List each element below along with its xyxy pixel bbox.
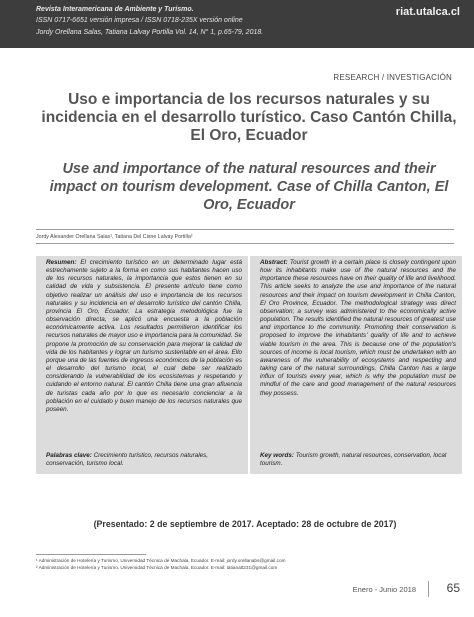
article-citation: Jordy Orellana Salas, Tatiana Lalvay Portilla Vol. 14, N° 1, p.65-79, 2018. (36, 29, 264, 36)
footer-separator (428, 581, 429, 597)
journal-issn: ISSN 0717-6651 versión impresa / ISSN 0718-235X versión online (36, 17, 243, 24)
abstract-label: Abstract: (260, 259, 288, 266)
palabras-clave-label: Palabras clave: (46, 452, 92, 459)
footnote-2: ² Administración de Hotelería y Turismo, Universidad Técnica de Machala, Ecuador. E-mail: tatianatt231@gmail.com (36, 565, 278, 570)
title-english: Use and importance of the natural resources and their impact on tourism development. Case of Chilla Canton, El Oro, Ecuador (49, 161, 449, 213)
keywords-label: Key words: (260, 452, 294, 459)
journal-website: riat.utalca.cl (395, 6, 460, 18)
divider (36, 243, 454, 244)
divider (36, 229, 454, 230)
journal-name: Revista Interamericana de Ambiente y Turismo. (36, 6, 194, 13)
resumen-paragraph (46, 259, 242, 414)
journal-header (0, 0, 474, 48)
authors: Jordy Alexander Orellana Salas¹, Tatiana Del Cisne Lalvay Portilla² (36, 234, 193, 240)
title-spanish: Uso e importancia de los recursos naturales y su incidencia en el desarrollo turístico. Caso Cantón Chilla, El Oro, Ecuador (41, 91, 457, 144)
footnote-1: ¹ Administración de Hotelería y Turismo, Universidad Técnica de Machala, Ecuador. E-mail: jordy.orellanabs@gmail.com (36, 558, 286, 563)
resumen-text: El crecimiento turístico en un determinado lugar está estrechamente sujeto a la forma en como sus habitantes hacen uso de los recursos naturales, la importancia que estos tienen en su calidad de vida y subsistencia. El presente artículo tiene como objetivo realizar un análisis del uso e importancia de los recursos naturales y su incidencia en el desarrollo turístico del cantón Chilla, provincia El Oro, Ecuador. La estrategia metodológica fue la observación directa, se aplicó una encuesta a la población económicamente activa. Los resultados permitieron identificar los recursos naturales de mayor uso e importancia para la comunidad. Se propone la promoción de su conservación para mejorar la calidad de vida de los habitantes y lograr un turismo sustentable en el área. Ello porque una de las fuentes de ingresos económicos de la población es el desarrollo del turismo local, el cual debe ser realizado considerando la vulnerabilidad de los ecosistemas y respetando y cuidando el entorno natural. El cantón Chilla tiene una gran afluencia de turistas cada año por lo que es necesario concienciar a la población en el cuidado y buen manejo de los recursos naturales que poseen. (46, 259, 243, 413)
issue-date: Enero - Junio 2018 (352, 585, 416, 594)
keywords-text: Tourism growth, natural resources, conservation, local tourism. (260, 452, 447, 468)
abstract-box (250, 256, 462, 474)
resumen-box (36, 256, 248, 474)
submission-dates: (Presentado: 2 de septiembre de 2017. Aceptado: 28 de octubre de 2017) (93, 519, 397, 529)
abstract-text: Tourist growth in a certain place is closely contingent upon how its inhabitants make use of the natural resources and the importance these resources have on their quality of life and livelihood. This article seeks to analyze the use and importance of the natural resources and their impact on tourism development in Chilla Canton, El Oro Province, Ecuador. The methodological strategy was direct observation; a survey was administered to the economically active population. The results identified the natural resources of greatest use and importance to the community. Promoting their conservation is proposed to improve the inhabitants' quality of life and to achieve viable tourism in the area. This is because one of the population's sources of income is local tourism, which must be undertaken with an awareness of the vulnerability of ecosystems and respecting and taking care of the natural surroundings. Chilla Canton has a large influx of tourists every year, which is why the population must be mindful of the care and good management of the natural resources they possess. (260, 259, 456, 397)
keywords (260, 452, 456, 468)
page-number: 65 (446, 581, 460, 595)
resumen-label: Resumen: (46, 259, 77, 266)
palabras-clave (46, 452, 242, 468)
footnote-divider (36, 554, 146, 555)
palabras-clave-text: Crecimiento turístico, recursos naturales, conservación, turismo local. (46, 452, 209, 468)
section-label: RESEARCH / INVESTIGACIÓN (333, 73, 452, 82)
abstract-paragraph (260, 259, 456, 398)
